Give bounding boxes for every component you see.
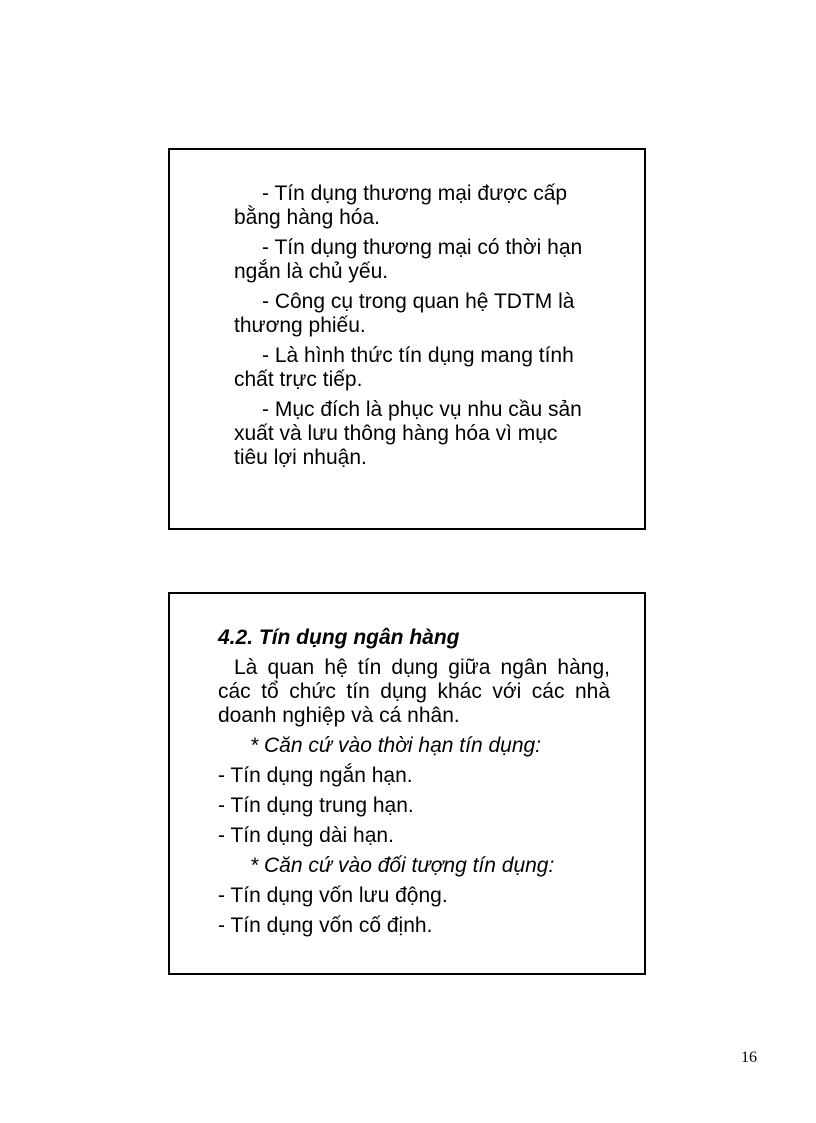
slide-bank-credit [168, 592, 646, 975]
list-item: - Tín dụng trung hạn. [218, 794, 414, 817]
list-item: - Tín dụng dài hạn. [218, 824, 394, 847]
slide-commercial-credit [168, 148, 646, 530]
slide-1-body [234, 182, 584, 476]
slide-1-paragraph: - Là hình thức tín dụng mang tính chất trực tiếp. [234, 344, 574, 391]
list-item: - Tín dụng vốn cố định. [218, 914, 433, 937]
slide-1-paragraph: - Mục đích là phục vụ nhu cầu sản xuất và lưu thông hàng hóa vì mục tiêu lợi nhuận. [234, 398, 582, 469]
slide-1-paragraph: - Tín dụng thương mại có thời hạn ngắn là chủ yếu. [234, 236, 583, 283]
list-item: - Tín dụng vốn lưu động. [218, 884, 448, 907]
list-item: - Tín dụng ngắn hạn. [218, 764, 413, 787]
section-heading: 4.2. Tín dụng ngân hàng [218, 626, 460, 649]
page-number: 16 [741, 1049, 757, 1066]
slide-1-paragraph: - Tín dụng thương mại được cấp bằng hàng hóa. [234, 182, 568, 229]
criterion-term-heading: * Căn cứ vào thời hạn tín dụng: [250, 734, 542, 757]
slide-1-paragraph: - Công cụ trong quan hệ TDTM là thương phiếu. [234, 290, 575, 337]
definition-paragraph: Là quan hệ tín dụng giữa ngân hàng, các tổ chức tín dụng khác với các nhà doanh nghiệp và cá nhân. [218, 656, 610, 727]
slide-2-body [218, 626, 610, 944]
criterion-object-heading: * Căn cứ vào đối tượng tín dụng: [250, 854, 555, 877]
